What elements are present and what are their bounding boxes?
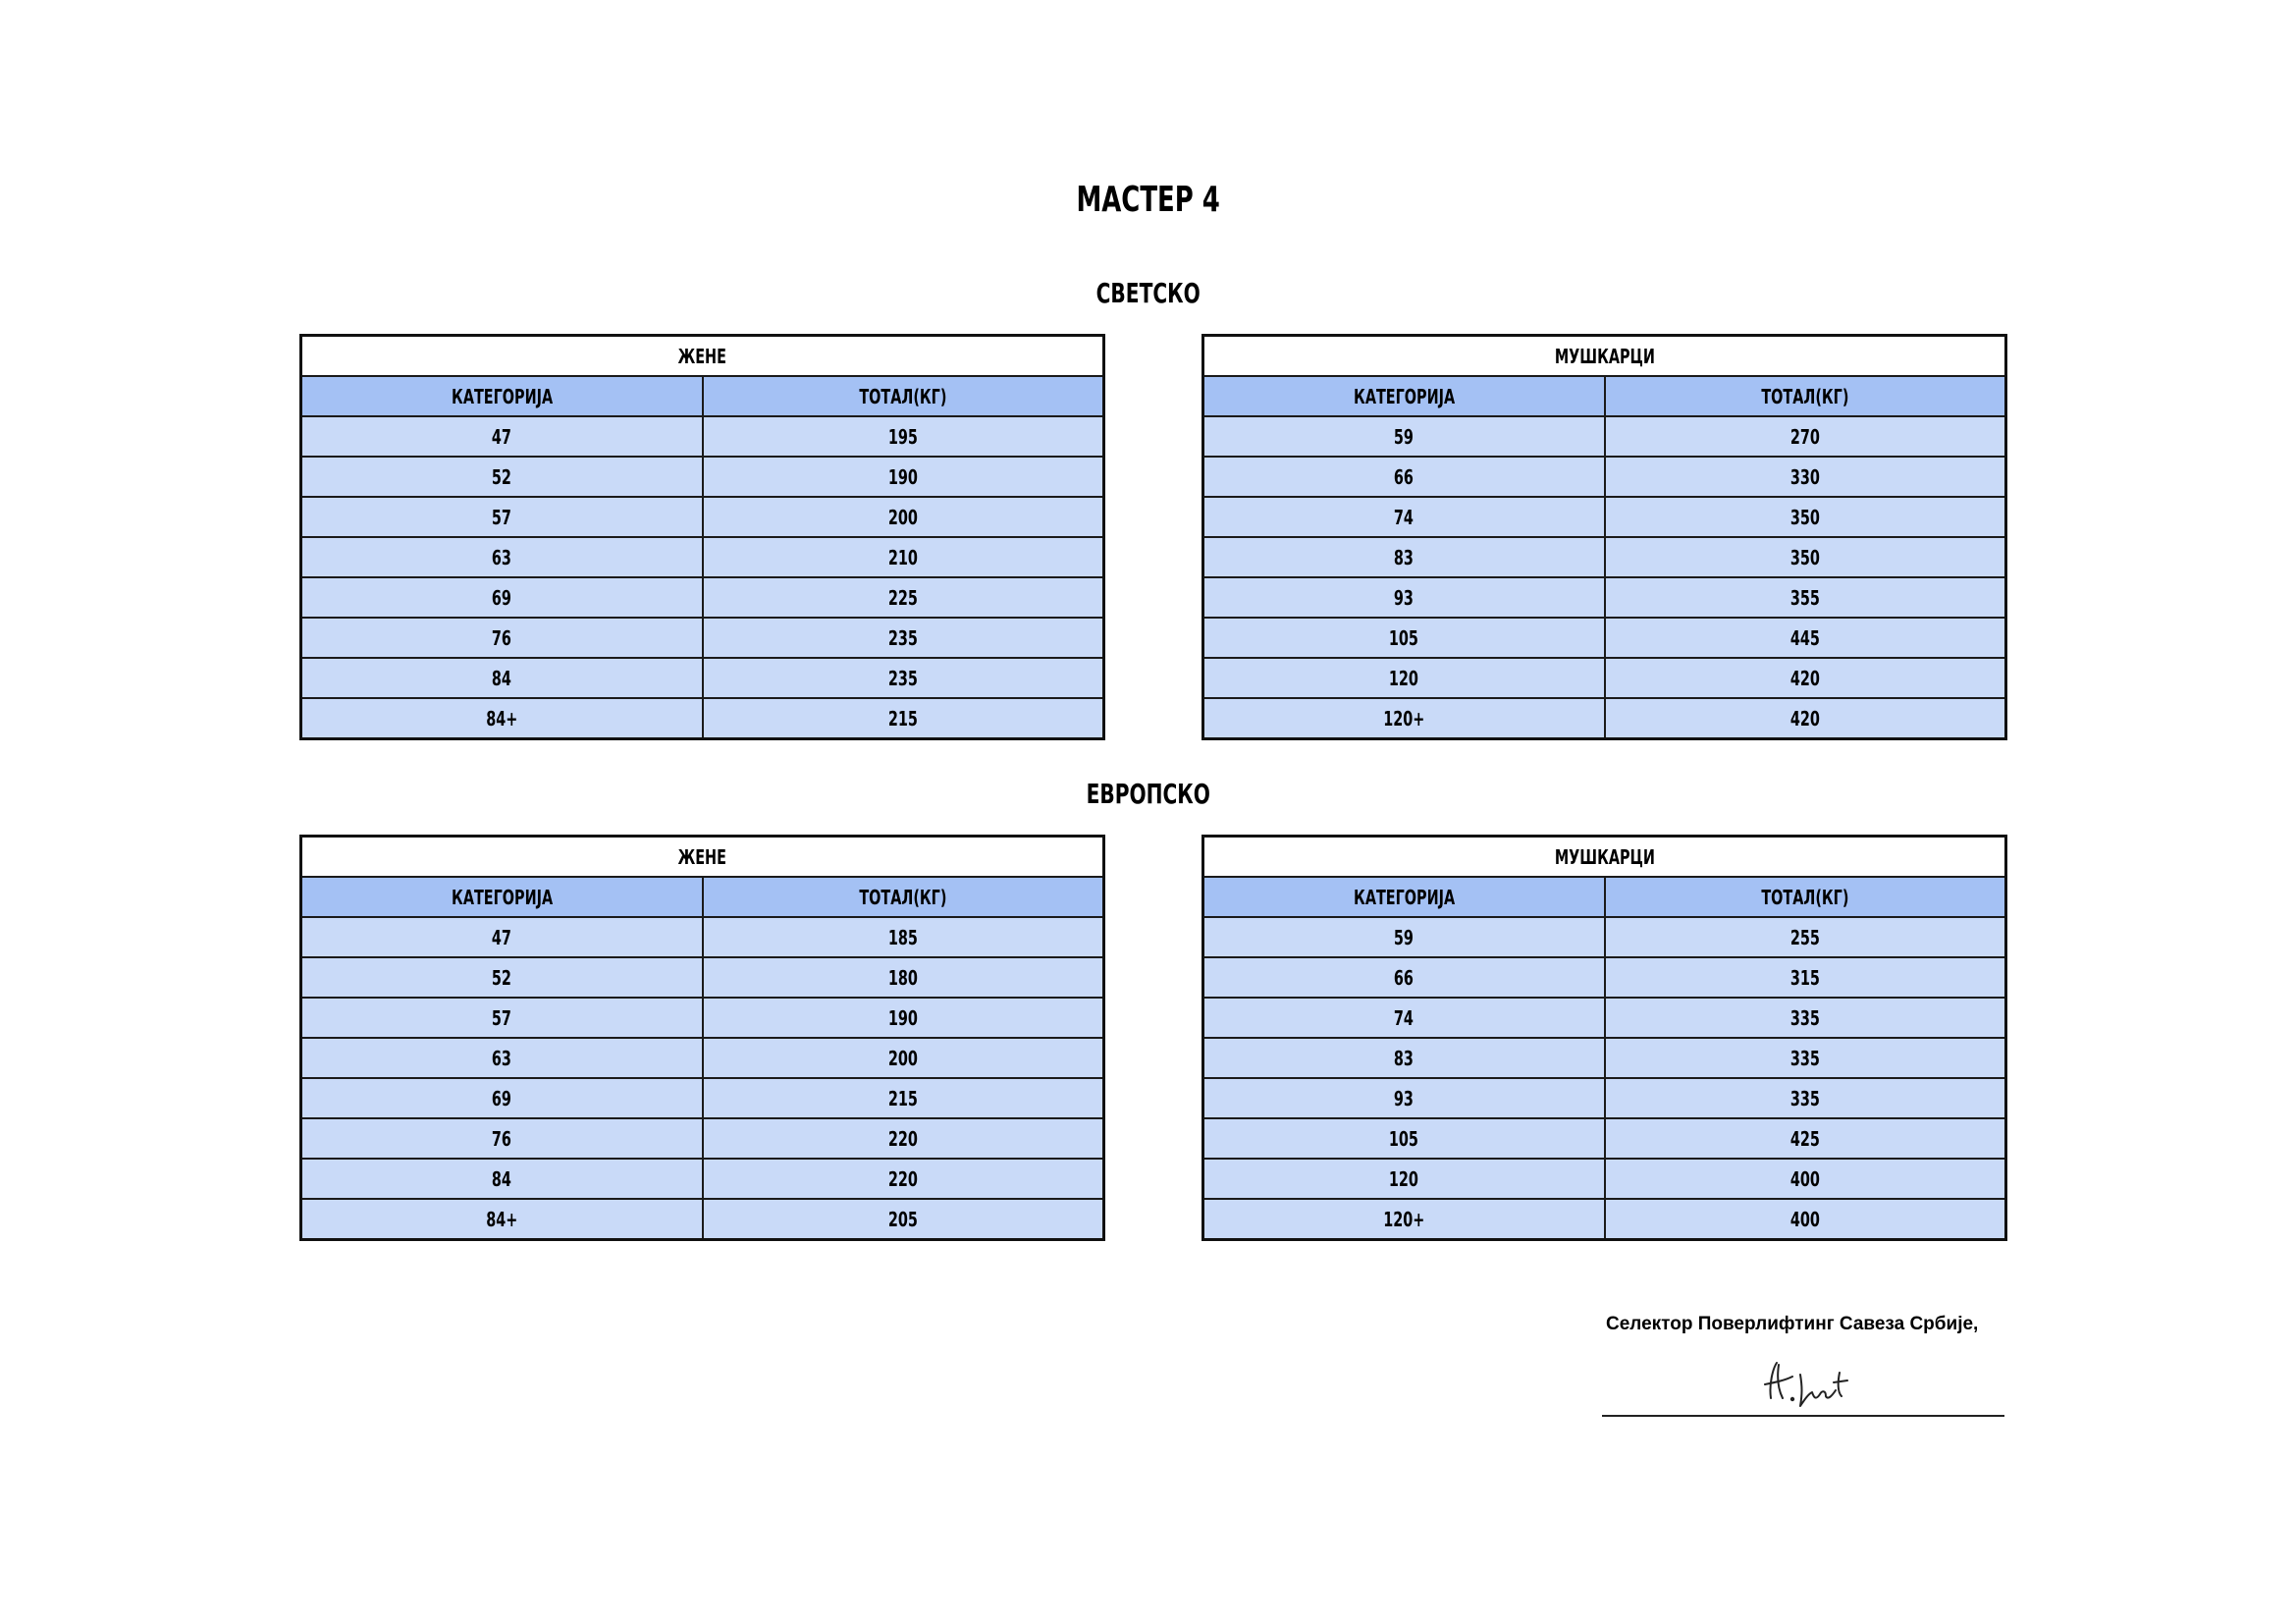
cell-value: 93	[1394, 1086, 1415, 1110]
total-cell	[1605, 957, 2006, 998]
cell-value: 400	[1789, 1166, 1820, 1191]
table-row	[1203, 917, 2006, 957]
section-title-europe-text: ЕВРОПСКО	[1086, 778, 1210, 810]
world-women-table	[299, 334, 1105, 740]
cell-value: 69	[492, 1086, 512, 1110]
page-title-wrap	[0, 177, 2296, 224]
category-cell	[1203, 1038, 1605, 1078]
cell-value: 355	[1789, 585, 1820, 610]
table-row	[301, 577, 1104, 618]
table-row	[1203, 1159, 2006, 1199]
category-cell	[301, 416, 703, 457]
cell-value: 120+	[1383, 1207, 1425, 1231]
cell-value: 215	[887, 706, 918, 730]
total-cell	[1605, 577, 2006, 618]
total-cell	[1605, 497, 2006, 537]
total-cell	[703, 998, 1104, 1038]
table-row	[1203, 957, 2006, 998]
table-group-header	[301, 837, 1104, 878]
cell-value: 235	[887, 625, 918, 650]
column-header-label: ТОТАЛ(КГ)	[1761, 384, 1849, 408]
table-row	[301, 1159, 1104, 1199]
category-cell	[301, 698, 703, 739]
world-men-table	[1201, 334, 2007, 740]
cell-value: 255	[1789, 925, 1820, 949]
total-cell	[703, 1199, 1104, 1240]
category-cell	[1203, 577, 1605, 618]
cell-value: 190	[887, 464, 918, 489]
cell-value: 180	[887, 965, 918, 990]
cell-value: 57	[492, 1005, 512, 1030]
category-cell	[301, 1078, 703, 1118]
category-cell	[1203, 917, 1605, 957]
cell-value: 52	[492, 965, 512, 990]
cell-value: 220	[887, 1166, 918, 1191]
section-title-world-text: СВЕТСКО	[1095, 277, 1201, 309]
category-cell	[1203, 416, 1605, 457]
category-cell	[301, 618, 703, 658]
total-cell	[703, 416, 1104, 457]
category-cell	[1203, 658, 1605, 698]
table-row	[301, 957, 1104, 998]
column-header-total	[703, 376, 1104, 416]
table-row	[301, 1118, 1104, 1159]
table-row	[301, 457, 1104, 497]
cell-value: 220	[887, 1126, 918, 1151]
cell-value: 270	[1789, 424, 1820, 449]
cell-value: 335	[1789, 1086, 1820, 1110]
total-cell	[1605, 1118, 2006, 1159]
total-cell	[703, 658, 1104, 698]
section-title-world	[0, 276, 2296, 311]
cell-value: 120	[1389, 1166, 1419, 1191]
cell-value: 59	[1394, 424, 1415, 449]
cell-value: 335	[1789, 1005, 1820, 1030]
cell-value: 66	[1394, 965, 1415, 990]
column-header-label: ТОТАЛ(КГ)	[859, 384, 947, 408]
table-row	[1203, 416, 2006, 457]
category-cell	[1203, 537, 1605, 577]
cell-value: 74	[1394, 505, 1415, 529]
cell-value: 63	[492, 545, 512, 569]
table-row	[1203, 1118, 2006, 1159]
cell-value: 195	[887, 424, 918, 449]
table-row	[301, 917, 1104, 957]
category-cell	[301, 1199, 703, 1240]
cell-value: 215	[887, 1086, 918, 1110]
table-row	[1203, 618, 2006, 658]
table-row	[301, 1199, 1104, 1240]
category-cell	[301, 577, 703, 618]
cell-value: 445	[1789, 625, 1820, 650]
cell-value: 52	[492, 464, 512, 489]
column-header-total	[1605, 877, 2006, 917]
cell-value: 400	[1789, 1207, 1820, 1231]
total-cell	[1605, 537, 2006, 577]
total-cell	[1605, 998, 2006, 1038]
total-cell	[703, 1078, 1104, 1118]
column-header-total	[703, 877, 1104, 917]
table-group-label: МУШКАРЦИ	[1554, 344, 1655, 368]
cell-value: 105	[1389, 625, 1419, 650]
table-row	[301, 658, 1104, 698]
cell-value: 84	[492, 666, 512, 690]
total-cell	[703, 1159, 1104, 1199]
cell-value: 205	[887, 1207, 918, 1231]
category-cell	[301, 537, 703, 577]
cell-value: 47	[492, 925, 512, 949]
total-cell	[703, 577, 1104, 618]
page-title: МАСТЕР 4	[1076, 180, 1220, 220]
table-row	[301, 537, 1104, 577]
column-header-category	[301, 877, 703, 917]
cell-value: 330	[1789, 464, 1820, 489]
total-cell	[1605, 1159, 2006, 1199]
cell-value: 74	[1394, 1005, 1415, 1030]
category-cell	[301, 457, 703, 497]
column-header-label: ТОТАЛ(КГ)	[859, 885, 947, 909]
total-cell	[703, 1118, 1104, 1159]
table-group-label: ЖЕНЕ	[677, 844, 727, 869]
cell-value: 190	[887, 1005, 918, 1030]
section-title-europe	[0, 777, 2296, 812]
cell-value: 83	[1394, 1046, 1415, 1070]
signature-line	[1602, 1415, 2004, 1417]
cell-value: 66	[1394, 464, 1415, 489]
table-row	[1203, 1199, 2006, 1240]
category-cell	[1203, 1199, 1605, 1240]
table-row	[1203, 658, 2006, 698]
table-row	[301, 497, 1104, 537]
category-cell	[1203, 457, 1605, 497]
category-cell	[1203, 1078, 1605, 1118]
table-row	[301, 618, 1104, 658]
cell-value: 315	[1789, 965, 1820, 990]
europe-men-table	[1201, 835, 2007, 1241]
total-cell	[1605, 1199, 2006, 1240]
table-row	[1203, 457, 2006, 497]
category-cell	[1203, 698, 1605, 739]
cell-value: 83	[1394, 545, 1415, 569]
cell-value: 120+	[1383, 706, 1425, 730]
table-row	[1203, 1038, 2006, 1078]
total-cell	[703, 618, 1104, 658]
cell-value: 200	[887, 1046, 918, 1070]
category-cell	[301, 497, 703, 537]
europe-women-table	[299, 835, 1105, 1241]
category-cell	[301, 957, 703, 998]
total-cell	[703, 457, 1104, 497]
cell-value: 350	[1789, 505, 1820, 529]
table-row	[301, 1038, 1104, 1078]
cell-value: 84+	[486, 1207, 518, 1231]
cell-value: 84+	[486, 706, 518, 730]
table-row	[301, 698, 1104, 739]
column-header-category	[1203, 877, 1605, 917]
column-header-label: ТОТАЛ(КГ)	[1761, 885, 1849, 909]
total-cell	[703, 1038, 1104, 1078]
total-cell	[703, 537, 1104, 577]
table-row	[301, 1078, 1104, 1118]
table-group-label: МУШКАРЦИ	[1554, 844, 1655, 869]
cell-value: 335	[1789, 1046, 1820, 1070]
total-cell	[1605, 1078, 2006, 1118]
table-group-header	[1203, 837, 2006, 878]
column-header-total	[1605, 376, 2006, 416]
cell-value: 225	[887, 585, 918, 610]
category-cell	[301, 658, 703, 698]
signature	[1757, 1355, 1865, 1424]
column-header-label: КАТЕГОРИЈА	[1353, 885, 1455, 909]
cell-value: 84	[492, 1166, 512, 1191]
total-cell	[703, 497, 1104, 537]
cell-value: 420	[1789, 706, 1820, 730]
column-header-category	[1203, 376, 1605, 416]
category-cell	[1203, 618, 1605, 658]
table-row	[301, 998, 1104, 1038]
total-cell	[703, 698, 1104, 739]
table-row	[1203, 1078, 2006, 1118]
cell-value: 350	[1789, 545, 1820, 569]
cell-value: 57	[492, 505, 512, 529]
cell-value: 76	[492, 1126, 512, 1151]
column-header-label: КАТЕГОРИЈА	[451, 885, 553, 909]
total-cell	[703, 917, 1104, 957]
table-row	[301, 416, 1104, 457]
category-cell	[301, 917, 703, 957]
table-row	[1203, 577, 2006, 618]
total-cell	[1605, 917, 2006, 957]
category-cell	[1203, 998, 1605, 1038]
table-row	[1203, 537, 2006, 577]
table-group-header	[1203, 336, 2006, 377]
selector-caption: Селектор Поверлифтинг Савеза Србије,	[1606, 1314, 1979, 1334]
category-cell	[301, 1118, 703, 1159]
cell-value: 185	[887, 925, 918, 949]
total-cell	[1605, 1038, 2006, 1078]
category-cell	[301, 998, 703, 1038]
category-cell	[1203, 497, 1605, 537]
cell-value: 420	[1789, 666, 1820, 690]
table-row	[1203, 998, 2006, 1038]
cell-value: 69	[492, 585, 512, 610]
total-cell	[1605, 457, 2006, 497]
table-row	[1203, 698, 2006, 739]
category-cell	[1203, 957, 1605, 998]
column-header-category	[301, 376, 703, 416]
column-header-label: КАТЕГОРИЈА	[1353, 384, 1455, 408]
table-row	[1203, 497, 2006, 537]
cell-value: 76	[492, 625, 512, 650]
total-cell	[1605, 698, 2006, 739]
total-cell	[1605, 416, 2006, 457]
category-cell	[301, 1159, 703, 1199]
category-cell	[1203, 1159, 1605, 1199]
cell-value: 200	[887, 505, 918, 529]
cell-value: 93	[1394, 585, 1415, 610]
cell-value: 235	[887, 666, 918, 690]
cell-value: 63	[492, 1046, 512, 1070]
cell-value: 425	[1789, 1126, 1820, 1151]
category-cell	[301, 1038, 703, 1078]
cell-value: 47	[492, 424, 512, 449]
cell-value: 210	[887, 545, 918, 569]
cell-value: 120	[1389, 666, 1419, 690]
total-cell	[1605, 658, 2006, 698]
cell-value: 59	[1394, 925, 1415, 949]
cell-value: 105	[1389, 1126, 1419, 1151]
table-group-label: ЖЕНЕ	[677, 344, 727, 368]
category-cell	[1203, 1118, 1605, 1159]
column-header-label: КАТЕГОРИЈА	[451, 384, 553, 408]
total-cell	[1605, 618, 2006, 658]
total-cell	[703, 957, 1104, 998]
table-group-header	[301, 336, 1104, 377]
